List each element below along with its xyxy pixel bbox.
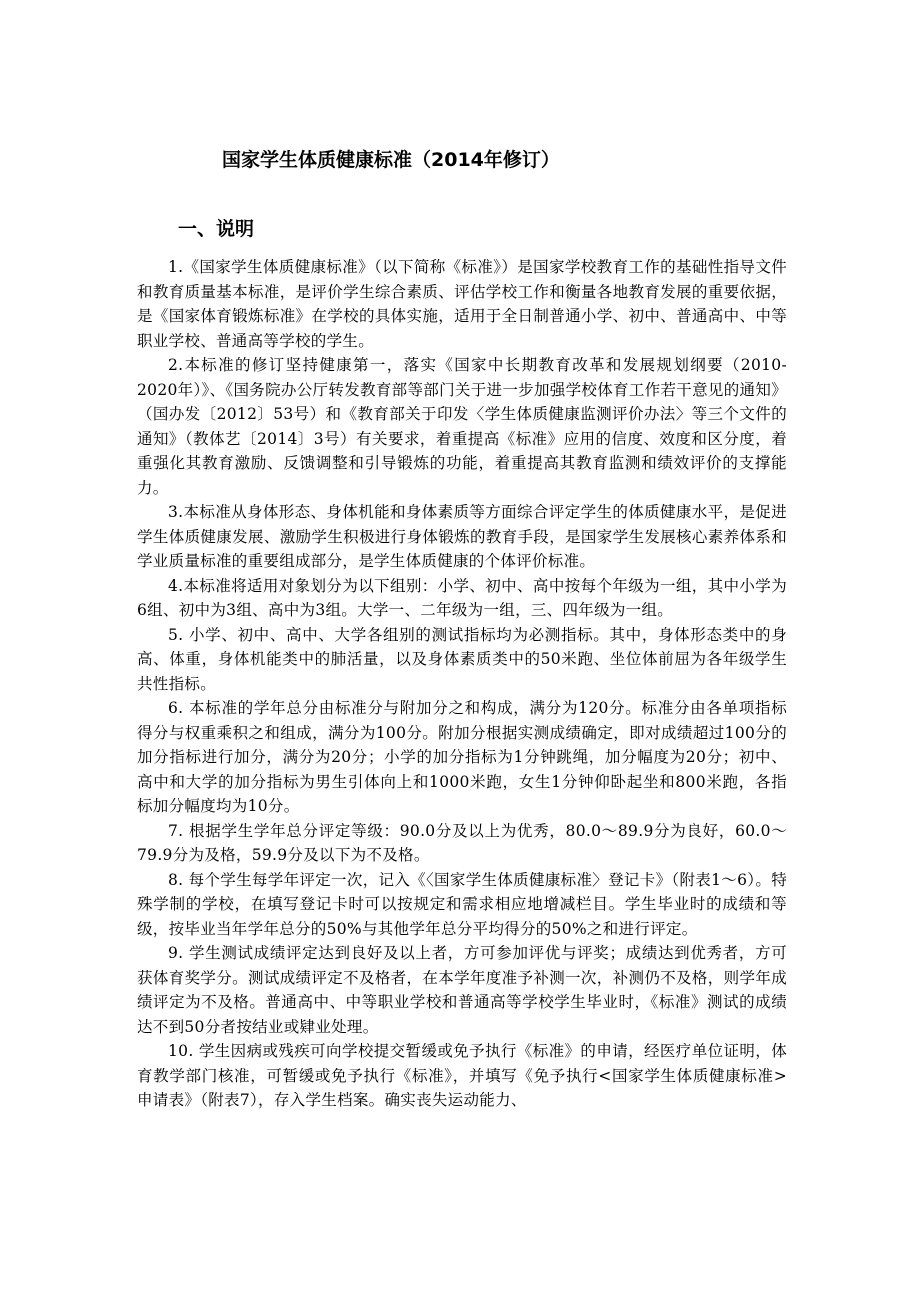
paragraph-6: 6. 本标准的学年总分由标准分与附加分之和构成，满分为120分。标准分由各单项指标得分与权重乘积之和组成，满分为100分。附加分根据实测成绩确定，即对成绩超过100分的加分指标进行加分，满分为20分；小学的加分指标为1分钟跳绳，加分幅度为20分；初中、高中和大学的加分指标为男生引体向上和1000米跑，女生1分钟仰卧起坐和800米跑，各指标加分幅度均为10分。 [137, 699, 787, 815]
paragraph-7: 7. 根据学生学年总分评定等级：90.0分及以上为优秀，80.0～89.9分为良好，60.0～79.9分为及格，59.9分及以下为不及格。 [137, 821, 787, 864]
paragraph-3: 3.本标准从身体形态、身体机能和身体素质等方面综合评定学生的体质健康水平，是促进学生体质健康发展、激励学生积极进行身体锻炼的教育手段，是国家学生发展核心素养体系和学业质量标准的重要组成部分，是学生体质健康的个体评价标准。 [137, 503, 787, 570]
paragraph-2: 2.本标准的修订坚持健康第一，落实《国家中长期教育改革和发展规划纲要（2010-2020年）》、《国务院办公厅转发教育部等部门关于进一步加强学校体育工作若干意见的通知》（国办发〔2012〕53号）和《教育部关于印发〈学生体质健康监测评价办法〉等三个文件的通知》（教体艺〔2014〕3号）有关要求，着重提高《标准》应用的信度、效度和区分度，着重强化其教育激励、反馈调整和引导锻炼的功能，着重提高其教育监测和绩效评价的支撑能力。 [137, 356, 787, 497]
paragraph-1: 1.《国家学生体质健康标准》（以下简称《标准》）是国家学校教育工作的基础性指导文件和教育质量基本标准，是评价学生综合素质、评估学校工作和衡量各地教育发展的重要依据，是《国家体育锻炼标准》在学校的具体实施，适用于全日制普通小学、初中、普通高中、中等职业学校、普通高等学校的学生。 [137, 258, 787, 350]
document-title: 国家学生体质健康标准（2014年修订） [222, 149, 560, 171]
paragraph-10: 10. 学生因病或残疾可向学校提交暂缓或免予执行《标准》的申请，经医疗单位证明，体育教学部门核准，可暂缓或免予执行《标准》，并填写《免予执行<国家学生体质健康标准>申请表》（附表7），存入学生档案。确实丧失运动能力、 [137, 1042, 787, 1109]
paragraph-8: 8. 每个学生每学年评定一次，记入《〈国家学生体质健康标准〉登记卡》（附表1～6）。特殊学制的学校，在填写登记卡时可以按规定和需求相应地增减栏目。学生毕业时的成绩和等级，按毕业当年学年总分的50%与其他学年总分平均得分的50%之和进行评定。 [137, 870, 787, 938]
paragraph-4: 4.本标准将适用对象划分为以下组别：小学、初中、高中按每个年级为一组，其中小学为6组、初中为3组、高中为3组。大学一、二年级为一组，三、四年级为一组。 [137, 576, 787, 619]
paragraph-9: 9. 学生测试成绩评定达到良好及以上者，方可参加评优与评奖；成绩达到优秀者，方可获体育奖学分。测试成绩评定不及格者，在本学年度准予补测一次，补测仍不及格，则学年成绩评定为不及格。普通高中、中等职业学校和普通高等学校学生毕业时，《标准》测试的成绩达不到50分者按结业或肄业处理。 [137, 944, 787, 1036]
section-heading: 一、说明 [178, 218, 255, 240]
document-body [137, 255, 787, 1113]
paragraph-5: 5. 小学、初中、高中、大学各组别的测试指标均为必测指标。其中，身体形态类中的身高、体重，身体机能类中的肺活量，以及身体素质类中的50米跑、坐位体前屈为各年级学生共性指标。 [137, 625, 787, 693]
